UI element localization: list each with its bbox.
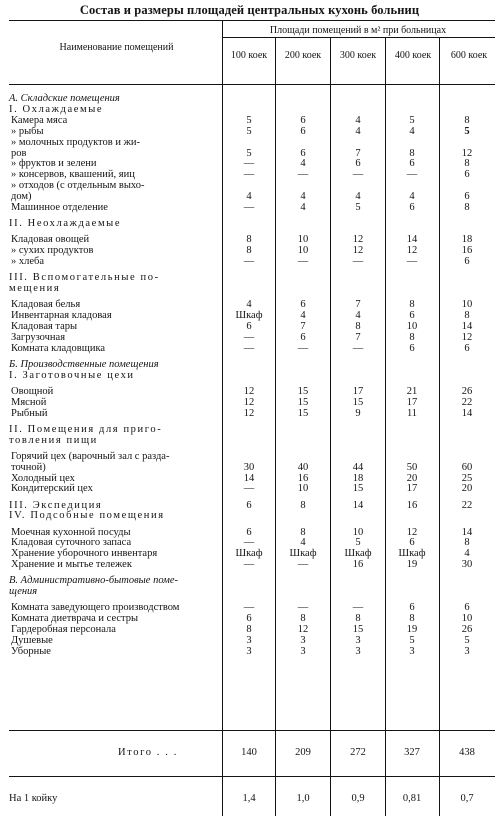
table-cell: 17 — [352, 385, 364, 397]
table-cell: 7 — [355, 299, 361, 311]
row-label: Горячий цех (варочный зал с разда- — [11, 450, 170, 462]
row-label: Хранение уборочного инвентаря — [11, 548, 158, 560]
row-label: » сухих продуктов — [11, 245, 94, 257]
table-cell: 6 — [300, 147, 306, 159]
section-heading: Б. Производственные помещения — [9, 358, 159, 370]
table-cell: 20 — [461, 483, 473, 495]
table-cell: 22 — [461, 396, 473, 408]
table-cell: 7 — [355, 331, 361, 343]
table-cell: 8 — [409, 147, 415, 159]
row-label: » консервов, квашений, яиц — [11, 169, 135, 181]
section-heading: мещения — [9, 283, 61, 294]
table-cell: 3 — [355, 645, 361, 657]
table-cell: 4 — [409, 191, 415, 203]
row-label: Кладовая белья — [11, 299, 81, 311]
table-cell: Шкаф — [235, 310, 263, 321]
table-cell: 15 — [297, 407, 309, 419]
header-col-300: 300 коек — [339, 50, 377, 61]
table-cell: 12 — [406, 526, 418, 538]
table-cell: 12 — [243, 385, 255, 397]
row-label: Кладовая овощей — [11, 234, 90, 246]
table-cell: 4 — [300, 158, 306, 170]
table-cell: 8 — [246, 245, 252, 257]
table-cell: 6 — [409, 158, 415, 170]
table-cell: 15 — [352, 483, 364, 495]
table-cell: 8 — [355, 613, 361, 625]
table-cell: 6 — [464, 256, 470, 267]
header-name-column: Наименование помещений — [59, 42, 174, 53]
header-col-600: 600 коек — [450, 50, 488, 61]
table-cell: 14 — [243, 472, 255, 484]
table-cell: 4 — [355, 310, 361, 321]
section-heading: I. Заготовочные цехи — [9, 369, 135, 381]
row-label: Хранение и мытье тележек — [11, 559, 132, 571]
row-label: ров — [11, 147, 27, 159]
section-heading: IV. Подсобные помещения — [9, 510, 165, 522]
row-label: Мясной — [11, 396, 47, 408]
table-cell: 16 — [352, 559, 364, 571]
table-cell: 26 — [461, 385, 473, 397]
table-cell: 5 — [246, 125, 252, 137]
table-cell: 4 — [355, 191, 361, 203]
row-label: Рыбный — [11, 407, 48, 419]
row-label: Инвентарная кладовая — [11, 310, 112, 321]
rule-total-top — [9, 730, 495, 731]
table-cell: — — [243, 602, 255, 614]
table-cell: 6 — [409, 342, 415, 354]
table-cell: 6 — [409, 202, 415, 213]
table-cell: 16 — [297, 472, 309, 484]
rule-total-bottom — [9, 776, 495, 777]
table-cell: — — [243, 202, 255, 213]
table-cell: 5 — [409, 114, 415, 126]
total-value: 438 — [459, 747, 475, 758]
section-heading: III. Экспедиция — [9, 499, 103, 511]
row-label: Комната диетврача и сестры — [11, 613, 139, 625]
table-cell: — — [352, 342, 364, 354]
table-cell: — — [243, 158, 255, 170]
table-cell: 15 — [352, 624, 364, 636]
table-cell: 10 — [297, 234, 309, 246]
table-cell: 9 — [355, 407, 361, 419]
row-label: Кондитерский цех — [11, 483, 93, 495]
row-label: » молочных продуктов и жи- — [11, 136, 140, 148]
table-cell: 5 — [246, 114, 252, 126]
table-cell: 8 — [464, 114, 470, 126]
table-cell: 4 — [300, 191, 306, 203]
table-cell: 14 — [461, 320, 473, 332]
table-cell: 12 — [352, 234, 364, 246]
table-cell: 4 — [355, 114, 361, 126]
row-label: Овощной — [11, 385, 54, 397]
table-cell: 40 — [297, 461, 309, 473]
table-cell: 12 — [461, 331, 473, 343]
table-cell: 3 — [246, 635, 252, 646]
table-cell: 14 — [461, 407, 473, 419]
table-cell: 4 — [246, 299, 252, 311]
row-label: Гардеробная персонала — [11, 624, 116, 636]
table-cell: — — [352, 602, 364, 614]
table-cell: Шкаф — [235, 548, 263, 560]
table-cell: 8 — [409, 613, 415, 625]
table-cell: — — [243, 559, 255, 571]
row-label: Кладовая тары — [11, 320, 78, 332]
header-area-group: Площади помещений в м² при больницах — [269, 25, 447, 36]
table-cell: 4 — [409, 125, 415, 137]
table-cell: 8 — [464, 537, 470, 549]
table-cell: 14 — [352, 499, 364, 511]
table-cell: 12 — [406, 245, 418, 257]
table-cell: 5 — [355, 202, 361, 213]
row-label: » фруктов и зелени — [11, 158, 97, 170]
table-cell: 20 — [406, 472, 418, 484]
table-cell: 12 — [243, 407, 255, 419]
row-label: Кладовая суточного запаса — [11, 537, 132, 549]
header-col-100: 100 коек — [230, 50, 268, 61]
section-heading: III. Вспомогательные по- — [9, 272, 160, 284]
row-label: » хлеба — [11, 256, 45, 267]
table-cell: 18 — [461, 234, 473, 246]
table-cell: — — [243, 169, 255, 181]
table-cell: 30 — [243, 461, 255, 473]
table-cell: 10 — [297, 483, 309, 495]
table-cell: 12 — [352, 245, 364, 257]
table-cell: 6 — [464, 342, 470, 354]
section-heading: А. Складские помещения — [9, 93, 120, 104]
table-cell: 14 — [461, 526, 473, 538]
table-cell: 25 — [461, 472, 473, 484]
table-cell: 4 — [355, 125, 361, 137]
table-cell: 8 — [246, 624, 252, 636]
section-heading: щения — [9, 586, 38, 598]
section-heading: товления пищи — [9, 434, 98, 446]
rule-col-sep — [385, 37, 386, 816]
per-bed-value: 0,7 — [460, 793, 474, 804]
table-cell: 4 — [300, 537, 306, 549]
table-cell: 6 — [409, 602, 415, 614]
table-cell: 10 — [461, 299, 473, 311]
table-cell: 50 — [406, 461, 418, 473]
table-cell: — — [297, 559, 309, 571]
table-cell: 44 — [352, 461, 364, 473]
rule-col-sep — [330, 37, 331, 816]
table-cell: 15 — [297, 396, 309, 408]
table-cell: 60 — [461, 461, 473, 473]
per-bed-value: 0,81 — [402, 793, 422, 804]
total-value: 209 — [295, 747, 311, 758]
table-cell: 4 — [300, 202, 306, 213]
table-cell: — — [243, 342, 255, 354]
table-cell: 15 — [352, 396, 364, 408]
table-cell: 8 — [246, 234, 252, 246]
table-cell: — — [406, 256, 418, 267]
row-label: Комната кладовщика — [11, 342, 106, 354]
table-cell: 8 — [355, 320, 361, 332]
table-cell: 17 — [406, 483, 418, 495]
table-cell: 7 — [355, 147, 361, 159]
table-cell: 10 — [352, 526, 364, 538]
table-cell: — — [243, 331, 255, 343]
table-cell: — — [352, 169, 364, 181]
section-heading: В. Административно-бытовые поме- — [9, 575, 179, 587]
table-cell: 6 — [300, 125, 306, 137]
table-cell: Шкаф — [398, 548, 426, 560]
table-cell: 8 — [409, 299, 415, 311]
table-cell: — — [243, 256, 255, 267]
table-cell: — — [297, 342, 309, 354]
row-label: Машинное отделение — [11, 202, 108, 213]
table-cell: 6 — [409, 310, 415, 321]
table-cell: 10 — [406, 320, 418, 332]
rule-col-sep — [222, 20, 223, 816]
table-cell: 6 — [464, 191, 470, 203]
table-cell: 19 — [406, 559, 418, 571]
table-cell: 6 — [300, 114, 306, 126]
row-label: Душевые — [11, 635, 53, 646]
rule-top — [9, 20, 495, 21]
rule-col-sep — [275, 37, 276, 816]
table-cell: 3 — [246, 645, 252, 657]
table-cell: — — [243, 537, 255, 549]
table-cell: 3 — [464, 645, 470, 657]
row-label: Холодный цех — [11, 472, 75, 484]
table-cell: 6 — [246, 320, 252, 332]
per-bed-value: 0,9 — [351, 793, 365, 804]
section-heading: II. Неохлаждаемые — [9, 218, 122, 230]
header-col-200: 200 коек — [284, 50, 322, 61]
table-cell: 10 — [297, 245, 309, 257]
table-cell: 7 — [300, 320, 306, 332]
total-value: 327 — [404, 747, 420, 758]
table-cell: 5 — [246, 147, 252, 159]
table-cell: 8 — [300, 499, 306, 511]
table-cell: 3 — [300, 635, 306, 646]
row-label: Моечная кухонной посуды — [11, 526, 131, 538]
table-cell: 18 — [352, 472, 364, 484]
table-cell: 8 — [300, 613, 306, 625]
table-cell: 6 — [300, 331, 306, 343]
row-label: » рыбы — [11, 125, 44, 137]
table-cell: — — [406, 169, 418, 181]
rule-col-sep — [439, 37, 440, 816]
table-cell: Шкаф — [289, 548, 317, 560]
table-cell: 4 — [300, 310, 306, 321]
table-cell: — — [352, 256, 364, 267]
table-cell: 8 — [464, 202, 470, 213]
table-cell: 8 — [300, 526, 306, 538]
table-cell: 14 — [406, 234, 418, 246]
table-cell: 17 — [406, 396, 418, 408]
table-cell: 11 — [406, 407, 418, 419]
total-label: Итого . . . — [118, 747, 178, 758]
table-cell: 19 — [406, 624, 418, 636]
table-cell: 5 — [355, 537, 361, 549]
table-cell: — — [243, 483, 255, 495]
table-cell: 5 — [409, 635, 415, 646]
table-cell: 16 — [461, 245, 473, 257]
row-label: Уборные — [11, 645, 51, 657]
per-bed-label: На 1 койку — [9, 793, 58, 804]
row-label: » отходов (с отдельным выхо- — [11, 180, 145, 192]
table-cell: Шкаф — [344, 548, 372, 560]
table-cell: 4 — [464, 548, 470, 560]
table-cell: — — [297, 169, 309, 181]
row-label: Загрузочная — [11, 331, 66, 343]
table-cell: 6 — [409, 537, 415, 549]
per-bed-value: 1,4 — [242, 793, 256, 804]
table-cell: 6 — [246, 499, 252, 511]
table-cell: 12 — [243, 396, 255, 408]
table-cell: 26 — [461, 624, 473, 636]
table-title: Состав и размеры площадей центральных кухонь больниц — [79, 3, 420, 17]
table-cell: 8 — [464, 310, 470, 321]
table-cell: 30 — [461, 559, 473, 571]
header-col-400: 400 коек — [394, 50, 432, 61]
row-label: Камера мяса — [11, 114, 68, 126]
row-label: Комната заведующего производством — [11, 602, 180, 614]
table-cell: 4 — [246, 191, 252, 203]
table-cell: 10 — [461, 613, 473, 625]
row-label: точной) — [11, 461, 46, 473]
section-heading: II. Помещения для приго- — [9, 423, 163, 435]
section-heading: I. Охлаждаемые — [9, 103, 104, 115]
table-cell: 6 — [246, 613, 252, 625]
table-cell: 8 — [464, 158, 470, 170]
rule-header-mid — [222, 37, 495, 38]
rule-header-bottom — [9, 84, 495, 85]
table-cell: 6 — [464, 169, 470, 181]
table-cell: 16 — [406, 499, 418, 511]
per-bed-value: 1,0 — [296, 793, 310, 804]
table-cell: 5 — [464, 125, 470, 137]
table-cell: 5 — [464, 635, 470, 646]
table-cell: 6 — [246, 526, 252, 538]
table-cell: 8 — [409, 331, 415, 343]
total-value: 140 — [241, 747, 257, 758]
table-cell: 6 — [300, 299, 306, 311]
table-cell: 12 — [297, 624, 309, 636]
table-cell: 3 — [409, 645, 415, 657]
total-value: 272 — [350, 747, 366, 758]
table-cell: 21 — [406, 385, 418, 397]
table-cell: 15 — [297, 385, 309, 397]
table-cell: — — [297, 602, 309, 614]
table-cell: 12 — [461, 147, 473, 159]
row-label: дом) — [11, 191, 32, 203]
table-cell: 22 — [461, 499, 473, 511]
table-cell: 6 — [355, 158, 361, 170]
table-cell: 3 — [300, 645, 306, 657]
table-cell: 3 — [355, 635, 361, 646]
table-cell: 6 — [464, 602, 470, 614]
table-cell: — — [297, 256, 309, 267]
